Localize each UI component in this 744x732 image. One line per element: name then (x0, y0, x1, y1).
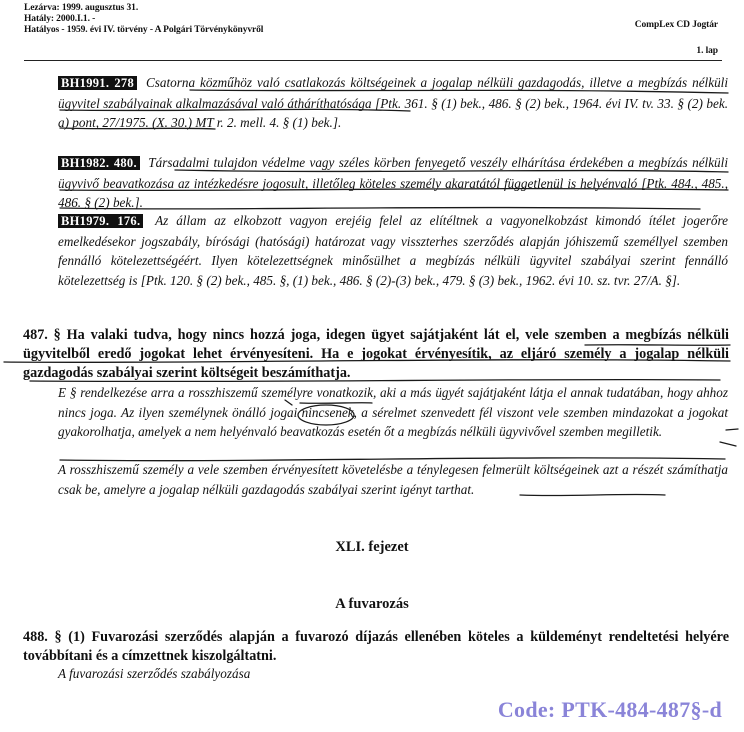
case-annotation (58, 153, 728, 213)
header-meta (24, 3, 263, 36)
case-annotation-text: Az állam az elkobzott vagyon erejéig felel az elítéltnek a vagyonelkobzást kimondó ítélet jogerőre emelkedésekor jogszabály, bírósági (hatósági) határozat vagy visszterhes szerződés alapján jóhiszemű személlyel szemben fennálló kötelezettségéért. Ilyen kötelezettségnek minősülhet a megbízás nélküli ügyvitel szabályai szerint fennálló kötelezettség is [Ptk. 120. § (2) bek., 485. §, (1) bek., 486. § (2)-(3) bek., 479. § (3) bek., 1962. évi 10. sz. tvr. 27/A. §]. (58, 213, 728, 288)
chapter-heading: XLI. fejezet (335, 539, 409, 555)
case-annotation-text: Társadalmi tulajdon védelme vagy széles körben fenyegető veszély elhárítása érdekében a megbízás nélküli ügyvivő beavatkozása az intézkedésre jogosult, illetőleg köteles személy akaratától függetlenül is helyénvaló [Ptk. 484., 485., 486. § (2) bek.]. (58, 155, 728, 211)
chapter-title: A fuvarozás (335, 596, 409, 612)
case-annotation-text: Csatorna közműhöz való csatlakozás költségeinek a jogalap nélküli gazdagodás, illetve a megbízás nélküli ügyvitel szabályainak alkalmazásával való átháríthatósága [Ptk. 361. § (1) bek., 486. § (2) bek., 1964. évi IV. tv. 33. § (2) bek. a) pont, 27/1975. (X. 30.) MT r. 2. mell. 4. § (1) bek.]. (58, 75, 728, 131)
dash-mark (720, 442, 736, 446)
section-487 (23, 326, 729, 383)
document-code-label: Code: PTK-484-487§-d (497, 697, 722, 722)
section-number: 488. § (1) (23, 629, 85, 645)
header-page-number: 1. lap (696, 46, 718, 56)
case-reference-tag: BH1991. 278 (58, 76, 137, 90)
section-text: Ha valaki tudva, hogy nincs hozzá joga, idegen ügyet sajátjaként lát el, vele szemben a megbízás nélküli ügyvitelből eredő jogokat lehet érvényesíteni. Ha e jogokat érvényesítik, az eljáró személy a jogalap nélküli gazdagodás szabályai szerint költségeit beszámíthatja. (23, 327, 729, 381)
header-divider (24, 60, 722, 61)
header-law-title: Hatályos - 1959. évi IV. törvény - A Polgári Törvénykönyvről (24, 25, 264, 35)
header-effective-date: Hatály: 2000.I.1. - (24, 14, 96, 24)
case-annotation (58, 73, 728, 133)
section-488 (23, 628, 729, 666)
section-text: Fuvarozási szerződés alapján a fuvarozó díjazás ellenében köteles a küldeményt rendeltetési helyére továbbítani és a címzettnek kiszolgáltatni. (23, 629, 730, 664)
section-subtitle: A fuvarozási szerződés szabályozása (58, 666, 251, 681)
explanation-paragraph: E § rendelkezése arra a rosszhiszemű személyre vonatkozik, aki a más ügyét sajátjaként látja el annak tudatában, hogy ahhoz nincs joga. Az ilyen személynek önálló jogai nincsenek, a sérelmet szenvedett fél viszont vele szemben mindazokat a jogokat gyakorolhatja, amelyek a nem helyénvaló beavatkozás esetén őt a megbízás nélküli ügyvivővel szemben megilletik. (58, 385, 728, 440)
case-reference-tag: BH1979. 176. (58, 214, 143, 228)
section-number: 487. § (23, 327, 61, 343)
case-annotation (58, 211, 728, 290)
header-app-name: CompLex CD Jogtár (634, 20, 718, 30)
case-reference-tag: BH1982. 480. (58, 156, 140, 170)
explanation-paragraph: A rosszhiszemű személy a vele szemben érvényesített követelésbe a ténylegesen felmerült költségeinek azt a részét számíthatja csak be, amelyre a jogalap nélküli gazdagodás szabályai szerint igényt tarthat. (58, 462, 728, 497)
header-closed-date: Lezárva: 1999. augusztus 31. (24, 3, 139, 13)
